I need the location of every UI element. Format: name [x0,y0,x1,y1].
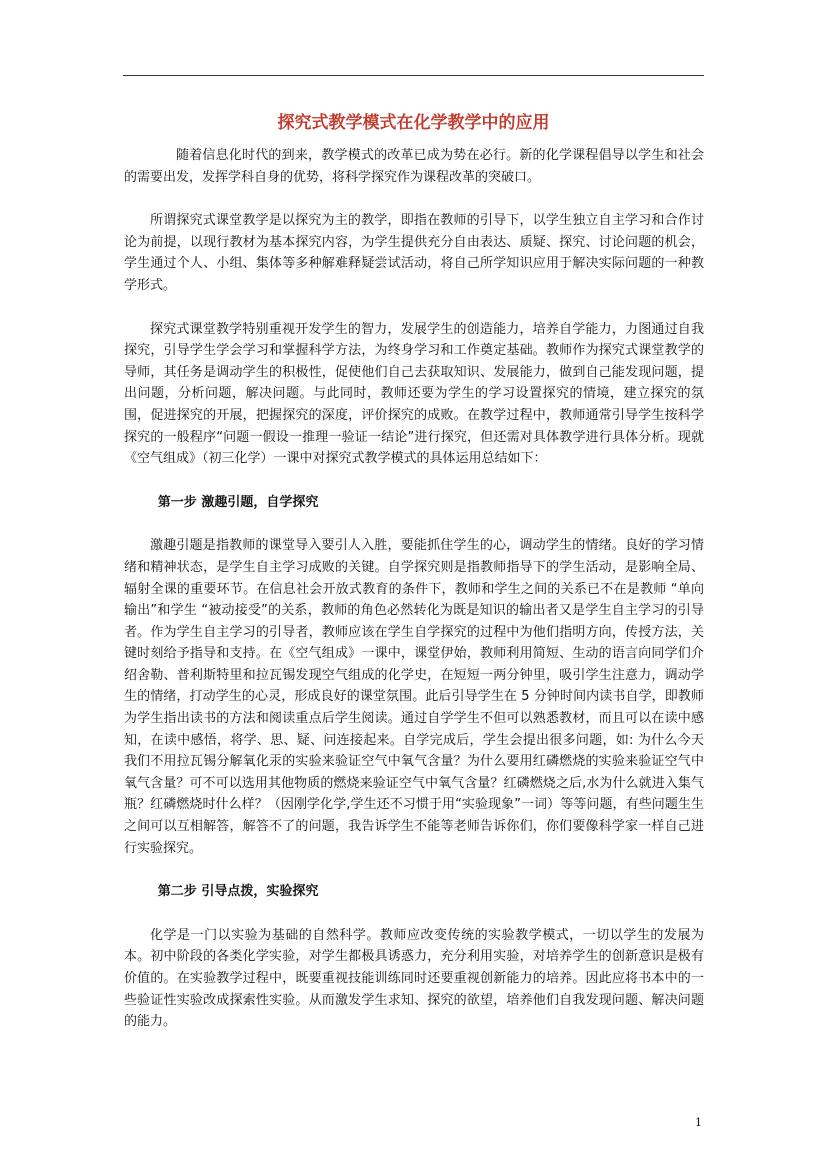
document-title: 探究式教学模式在化学教学中的应用 [277,113,550,133]
header-rule [123,75,704,76]
paragraph-intro: 随着信息化时代的到来，教学模式的改革已成为势在必行。新的化学课程倡导以学生和社会的需要出发，发挥学科自身的优势，将科学探究作为课程改革的突破口。 [124,148,704,185]
section-heading-step1: 第一步 激趣引题，自学探究 [157,494,319,510]
paragraph-step2: 化学是一门以实验为基础的自然科学。教师应改变传统的实验教学模式，一切以学生的发展为本。初中阶段的各类化学实验，对学生都极具诱惑力，充分利用实验，对培养学生的创新意识是极有价值的。在实验教学过程中，既要重视技能训练同时还要重视创新能力的培养。因此应将书本中的一些验证性实验改成探索性实验。从而激发学生求知、探究的欲望，培养他们自我发现问题、解决问题的能力。 [124,927,704,1030]
paragraph-features: 探究式课堂教学特别重视开发学生的智力，发展学生的创造能力，培养自学能力，力图通过自我探究，引导学生学会学习和掌握科学方法，为终身学习和工作奠定基础。教师作为探究式课堂教学的导师，其任务是调动学生的积极性，促使他们自己去获取知识、发展能力，做到自己能发现问题，提出问题，分析问题，解决问题。与此同时，教师还要为学生的学习设置探究的情境，建立探究的氛围，促进探究的开展，把握探究的深度，评价探究的成败。在教学过程中，教师通常引导学生按科学探究的一般程序“问题一假设一推理一验证一结论”进行探究，但还需对具体教学进行具体分析。现就《空气组成》（初三化学）一课中对探究式教学模式的具体运用总结如下： [124,321,704,467]
paragraph-definition: 所谓探究式课堂教学是以探究为主的教学，即指在教师的引导下，以学生独立自主学习和合作讨论为前提，以现行教材为基本探究内容，为学生提供充分自由表达、质疑、探究、讨论问题的机会，学生通过个人、小组、集体等多种解难释疑尝试活动，将自己所学知识应用于解决实际问题的一种教学形式。 [124,213,704,293]
page-number: 1 [695,1116,702,1129]
document-body [124,145,704,1055]
section-heading-step2: 第二步 引导点拨，实验探究 [157,884,319,900]
paragraph-step1: 激趣引题是指教师的课堂导入要引人入胜，要能抓住学生的心，调动学生的情绪。良好的学习情绪和精神状态，是学生自主学习成败的关键。自学探究则是指教师指导下的学生活动，是影响全局、辐射全课的重要环节。在信息社会开放式教育的条件下，教师和学生之间的关系已不在是教师 “单向输出”和学生 “被动接受”的关系，教师的角色必然转化为既是知识的输出者又是学生自主学习的引导者。作为学生自主学习的引导者，教师应该在学生自学探究的过程中为他们指明方向，传授方法，关键时刻给予指导和支持。在《空气组成》一课中，课堂伊始，教师利用简短、生动的语言向同学们介绍舍勒、普利斯特里和拉瓦锡发现空气组成的化学史，在短短一两分钟里，吸引学生注意力，调动学生的情绪，打动学生的心灵，形成良好的课堂氛围。此后引导学生在 5 分钟时间内读书自学，即教师为学生指出读书的方法和阅读重点后学生阅读。通过自学学生不但可以熟悉教材，而且可以在读中感知，在读中感悟，将学、思、疑、问连接起来。自学完成后，学生会提出很多问题，如: 为什么今天我们不用拉瓦锡分解氧化汞的实验来验证空气中氧气含量？为什么要用红磷燃烧的实验来验证空气中氧气含量？可不可以选用其他物质的燃烧来验证空气中氧气含量？红磷燃烧之后,水为什么就进入集气瓶？红磷燃烧时什么样？（因刚学化学,学生还不习惯于用“实验现象”一词）等等问题，有些问题生生之间可以互相解答，解答不了的问题，我告诉学生不能等老师告诉你们，你们要像科学家一样自己进行实验探究。 [124,538,704,856]
